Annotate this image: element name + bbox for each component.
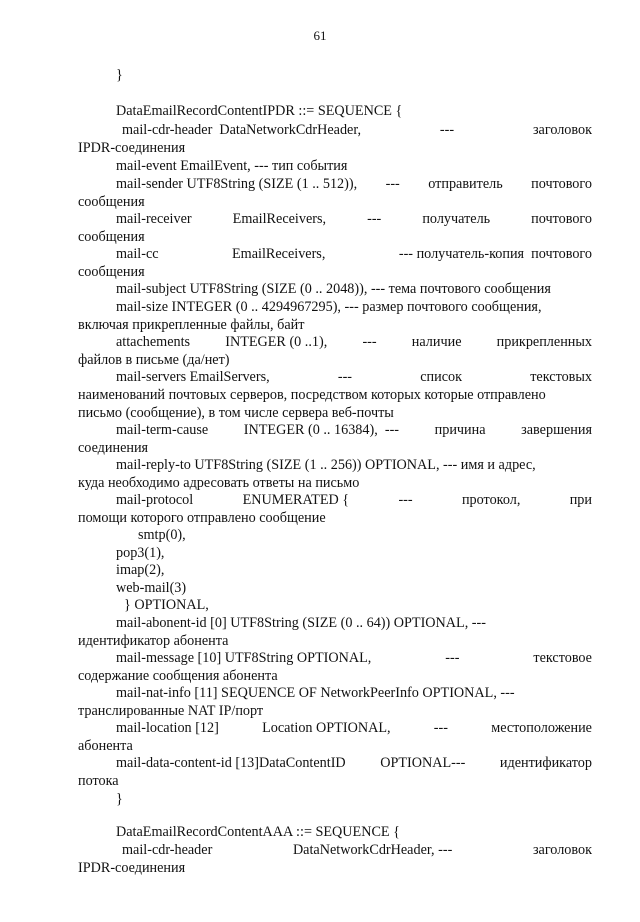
continuation-line: идентификатор абонента <box>78 633 229 649</box>
continuation-line: сообщения <box>78 264 145 280</box>
comment-text: причина <box>434 422 486 438</box>
field-name: mail-protocol <box>116 492 194 508</box>
comment-text: текстовое <box>533 650 592 666</box>
comment-text: местоположение <box>491 720 592 736</box>
enum-value-imap: imap(2), <box>116 562 165 578</box>
page-number: 61 <box>313 28 327 43</box>
comment-dash: --- <box>439 122 455 138</box>
field-name: mail-cc <box>116 246 159 262</box>
field-line-mail-data-content-id <box>116 754 592 772</box>
continuation-line: IPDR-соединения <box>78 860 186 876</box>
continuation-line: сообщения <box>78 229 145 245</box>
continuation-line: сообщения <box>78 194 145 210</box>
field-def: mail-cdr-header DataNetworkCdrHeader, <box>122 122 362 138</box>
field-name: mail-receiver <box>116 211 192 227</box>
continuation-line: куда необходимо адресовать ответы на письмо <box>78 475 360 491</box>
comment-dash: --- <box>362 334 377 350</box>
field-line-mail-nat-info: mail-nat-info [11] SEQUENCE OF NetworkPeerInfo OPTIONAL, --- <box>116 685 515 701</box>
field-line-attachements <box>116 333 592 351</box>
continuation-line: файлов в письме (да/нет) <box>78 352 230 368</box>
field-name: attachements <box>116 334 191 350</box>
field-name: mail-term-cause <box>116 422 209 438</box>
continuation-line: письмо (сообщение), в том числе сервера веб-почты <box>78 405 394 421</box>
field-line-mail-cdr-header <box>122 121 592 139</box>
comment-text: получатель <box>422 211 491 227</box>
continuation-line: потока <box>78 773 119 789</box>
comment-dash: --- <box>433 720 448 736</box>
field-line-mail-size: mail-size INTEGER (0 .. 4294967295), --- размер почтового сообщения, <box>116 299 542 315</box>
comment-text: идентификатор <box>499 755 592 771</box>
sequence-header-aaa: DataEmailRecordContentAAA ::= SEQUENCE { <box>116 824 400 840</box>
comment-text: наличие <box>411 334 462 350</box>
field-def: mail-data-content-id [13]DataContentID <box>116 755 346 771</box>
field-type: OPTIONAL--- <box>380 755 466 771</box>
field-type: INTEGER (0 ..1), <box>225 334 328 350</box>
closing-brace: } <box>116 791 123 807</box>
enum-value-web-mail: web-mail(3) <box>116 580 187 596</box>
comment-dash: --- <box>385 176 400 192</box>
enum-close: } OPTIONAL, <box>124 597 209 613</box>
field-line-mail-location <box>116 719 592 737</box>
comment-text: прикрепленных <box>496 334 592 350</box>
comment-text: завершения <box>521 422 592 438</box>
field-line-mail-abonent-id: mail-abonent-id [0] UTF8String (SIZE (0 .. 64)) OPTIONAL, --- <box>116 615 486 631</box>
continuation-line: IPDR-соединения <box>78 140 186 156</box>
continuation-line: транслированные NAT IP/порт <box>78 703 264 719</box>
continuation-line: помощи которого отправлено сообщение <box>78 510 326 526</box>
field-type: DataNetworkCdrHeader, --- <box>292 842 453 858</box>
field-line-mail-protocol <box>116 491 592 509</box>
field-type: EmailReceivers, <box>232 246 326 262</box>
field-name: mail-cdr-header <box>122 842 213 858</box>
field-def: mail-sender UTF8String (SIZE (1 .. 512)), <box>116 176 358 192</box>
comment-dash: --- <box>445 650 460 666</box>
comment-dash: --- <box>337 369 353 385</box>
closing-brace: } <box>116 67 123 83</box>
comment-dash: --- <box>398 492 413 508</box>
field-type: ENUMERATED { <box>242 492 350 508</box>
field-type: Location OPTIONAL, <box>262 720 391 736</box>
field-line-mail-message <box>116 649 592 667</box>
sequence-header-ipdr: DataEmailRecordContentIPDR ::= SEQUENCE { <box>116 103 403 119</box>
field-line-mail-sender <box>116 175 592 193</box>
comment-text: протокол, <box>461 492 521 508</box>
field-line-mail-term-cause <box>116 421 592 439</box>
field-line-mail-cc <box>116 245 592 263</box>
field-line-mail-servers <box>116 368 592 386</box>
enum-value-smtp: smtp(0), <box>138 527 186 543</box>
comment-text: почтового <box>531 176 592 192</box>
field-type: INTEGER (0 .. 16384), --- <box>243 422 400 438</box>
comment-text: текстовых <box>530 369 592 385</box>
continuation-line: наименований почтовых серверов, посредством которых которые отправлено <box>78 387 546 403</box>
field-line-mail-event: mail-event EmailEvent, --- тип события <box>116 158 348 174</box>
continuation-line: содержание сообщения абонента <box>78 668 278 684</box>
comment-dash: --- <box>367 211 382 227</box>
continuation-line: включая прикрепленные файлы, байт <box>78 317 305 333</box>
field-line-mail-reply-to: mail-reply-to UTF8String (SIZE (1 .. 256)) OPTIONAL, --- имя и адрес, <box>116 457 536 473</box>
continuation-line: соединения <box>78 440 149 456</box>
field-line-mail-subject: mail-subject UTF8String (SIZE (0 .. 2048)), --- тема почтового сообщения <box>116 281 551 297</box>
field-type: EmailReceivers, <box>232 211 327 227</box>
comment-text: при <box>569 492 592 508</box>
continuation-line: абонента <box>78 738 133 754</box>
field-line-mail-receiver <box>116 210 592 228</box>
enum-value-pop3: pop3(1), <box>116 545 165 561</box>
comment-text: почтового <box>531 211 592 227</box>
comment-text: список <box>420 369 463 385</box>
field-name: mail-location [12] <box>116 720 219 736</box>
field-line-mail-cdr-header-aaa <box>122 841 592 859</box>
comment-text: заголовок <box>532 122 592 138</box>
field-def: mail-servers EmailServers, <box>116 369 270 385</box>
comment-text: отправитель <box>428 176 503 192</box>
comment-text: заголовок <box>532 842 592 858</box>
field-def: mail-message [10] UTF8String OPTIONAL, <box>116 650 372 666</box>
comment-text: --- получатель-копия почтового <box>398 246 592 262</box>
